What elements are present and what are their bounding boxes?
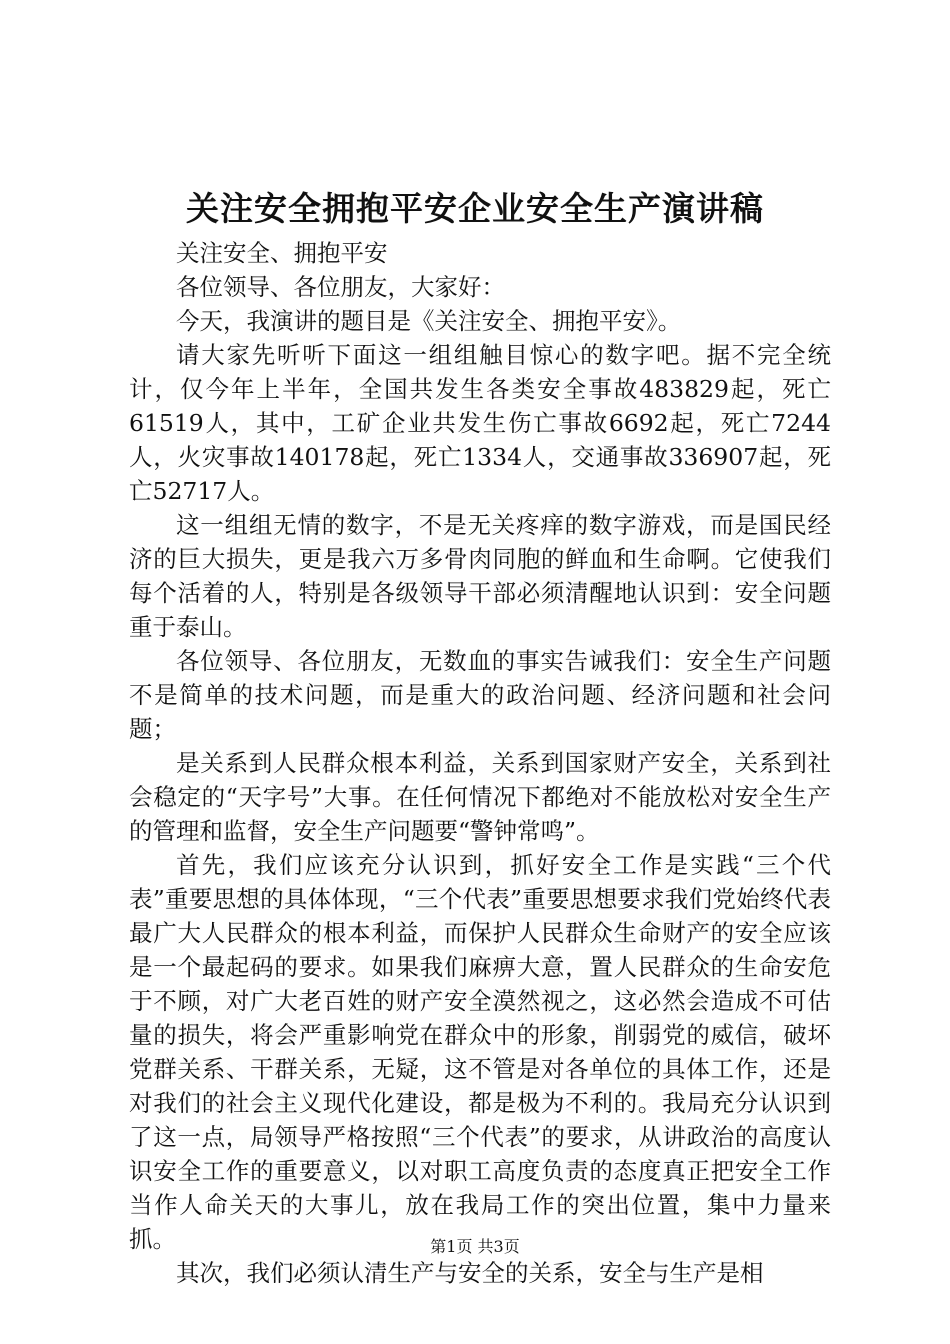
paragraph-blood-facts: 各位领导、各位朋友，无数血的事实告诫我们：安全生产问题不是简单的技术问题，而是重大的政治问题、经济问题和社会问题； (129, 647, 831, 743)
document-body (129, 236, 831, 1290)
paragraph-subtitle: 关注安全、拥抱平安 (176, 239, 388, 267)
paragraph-first-point: 首先，我们应该充分认识到，抓好安全工作是实践“三个代表”重要思想的具体体现，“三个代表”重要思想要求我们党始终代表最广大人民群众的根本利益，而保护人民群众生命财产的安全应该是一个最起码的要求。如果我们麻痹大意，置人民群众的生命安危于不顾，对广大老百姓的财产安全漠然视之，这必然会造成不可估量的损失，将会严重影响党在群众中的形象，削弱党的威信，破坏党群关系、干群关系，无疑，这不管是对各单位的具体工作，还是对我们的社会主义现代化建设，都是极为不利的。我局充分认识到了这一点，局领导严格按照“三个代表”的要求，从讲政治的高度认识安全工作的重要意义，以对职工高度负责的态度真正把安全工作当作人命关天的大事儿，放在我局工作的突出位置，集中力量来抓。 (129, 851, 831, 1253)
paragraph-second-point: 其次，我们必须认清生产与安全的关系，安全与生产是相 (176, 1259, 764, 1287)
paragraph-major-matter: 是关系到人民群众根本利益，关系到国家财产安全，关系到社会稳定的“天字号”大事。在任何情况下都绝对不能放松对安全生产的管理和监督，安全生产问题要“警钟常鸣”。 (129, 749, 831, 845)
paragraph-numbers-meaning: 这一组组无情的数字，不是无关疼痒的数字游戏，而是国民经济的巨大损失，更是我六万多骨肉同胞的鲜血和生命啊。它使我们每个活着的人，特别是各级领导干部必须清醒地认识到：安全问题重于泰山。 (129, 511, 831, 641)
paragraph-statistics: 请大家先听听下面这一组组触目惊心的数字吧。据不完全统计，仅今年上半年，全国共发生各类安全事故483829起，死亡61519人，其中，工矿企业共发生伤亡事故6692起，死亡7244人，火灾事故140178起，死亡1334人，交通事故336907起，死亡52717人。 (129, 341, 831, 505)
paragraph-greeting: 各位领导、各位朋友，大家好： (176, 273, 505, 301)
paragraph-topic: 今天，我演讲的题目是《关注安全、拥抱平安》。 (176, 307, 682, 335)
page-footer: 第1页 共3页 (430, 1237, 520, 1256)
document-title: 关注安全拥抱平安企业安全生产演讲稿 (186, 189, 764, 228)
